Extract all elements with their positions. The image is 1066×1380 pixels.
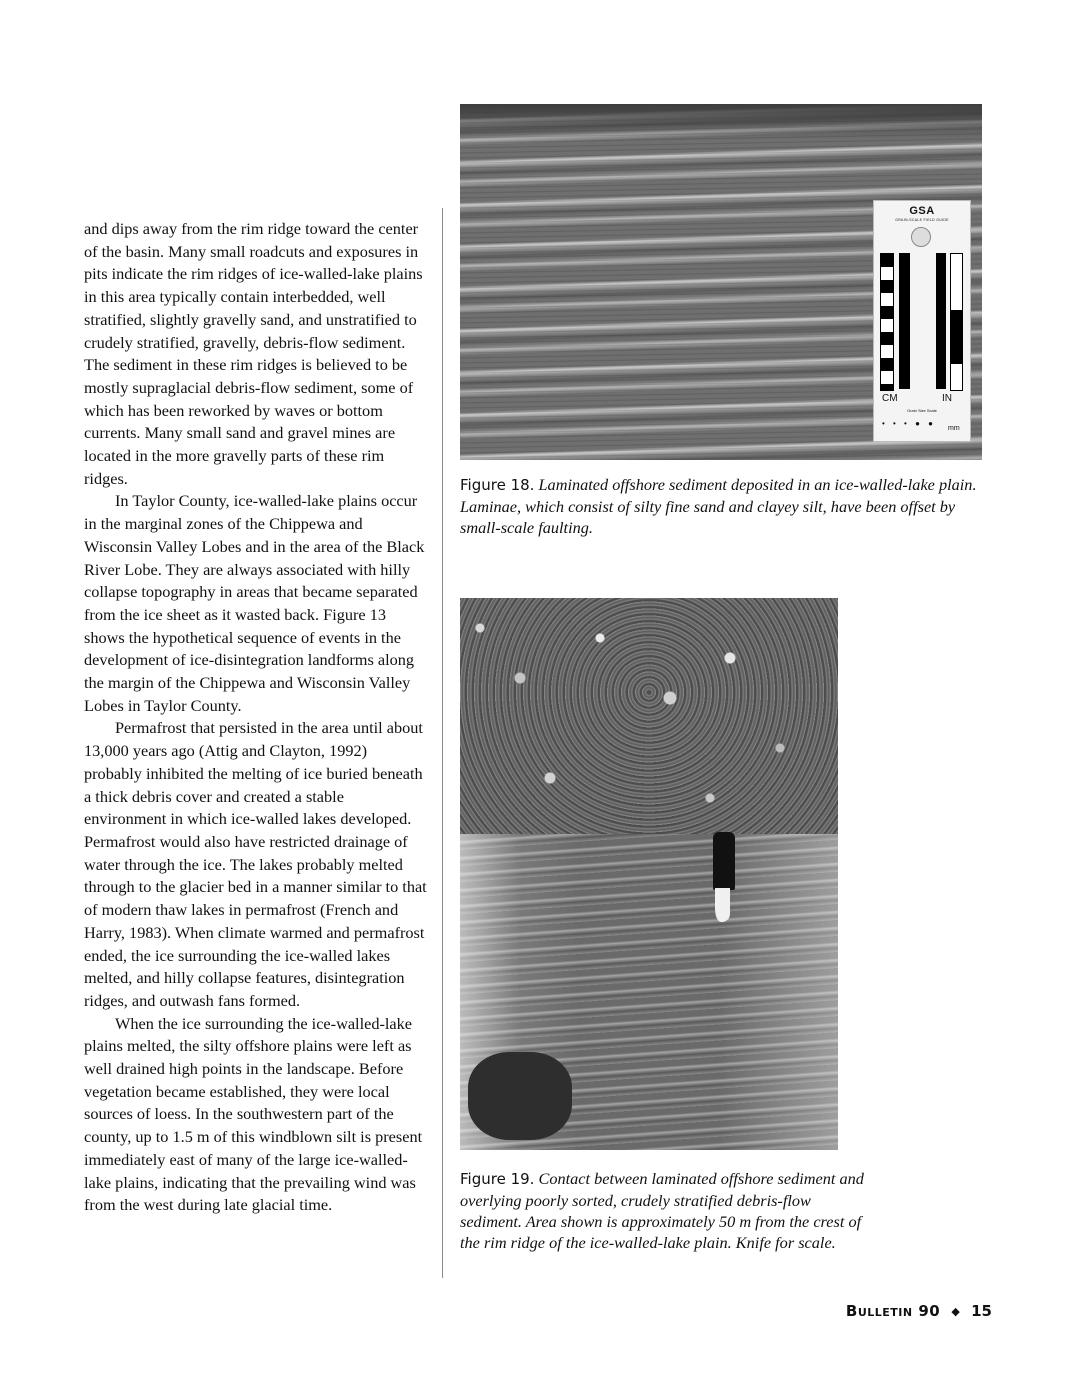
gsa-scale-card: [873, 200, 971, 442]
figure-label: Figure 19.: [460, 1170, 535, 1188]
in-scale-bar: [950, 253, 963, 391]
cm-label: CM: [882, 393, 898, 404]
caption-text: Contact between laminated offshore sediment and overlying poorly sorted, crudely stratified debris-flow sediment. Area shown is approximately 50 m from the crest of the rim ridge of the ice-walled-lake plain. Knife for scale.: [460, 1169, 864, 1252]
knife-icon: [713, 832, 735, 890]
publication-name: Bulletin 90: [845, 1302, 941, 1320]
scale-card-subtitle: GRAIN-SCALE FIELD GUIDE: [895, 218, 949, 222]
diamond-icon: ◆: [951, 1305, 960, 1318]
grain-scale-label: Grain Size Scale: [907, 408, 937, 413]
caption-text: Laminated offshore sediment deposited in an ice-walled-lake plain. Laminae, which consist of silty fine sand and clayey silt, have been offset by small-scale faulting.: [460, 475, 977, 537]
paragraph: When the ice surrounding the ice-walled-lake plains melted, the silty offshore plains were left as well drained high points in the landscape. Before vegetation became established, they were local sources of loess. In the southwestern part of the county, up to 1.5 m of this windblown silt is present immediately east of many of the large ice-walled-lake plains, indicating that the prevailing wind was from the west during late glacial time.: [84, 1013, 423, 1215]
figure-19-photo: [460, 598, 838, 1150]
figure-19-caption: [460, 1168, 870, 1253]
photo-shadow: [460, 104, 982, 140]
body-text-column: [84, 218, 428, 1217]
knife-blade-icon: [715, 888, 730, 922]
in-label: IN: [942, 393, 952, 404]
cm-scale-bar: [880, 253, 894, 391]
paragraph: In Taylor County, ice-walled-lake plains occur in the marginal zones of the Chippewa and Wisconsin Valley Lobes and in the area of the Black River Lobe. They are always associated with hilly collapse topography in areas that became separated from the ice sheet as it wasted back. Figure 13 shows the hypothetical sequence of events in the development of ice-disintegration landforms along the margin of the Chippewa and Wisconsin Valley Lobes in Taylor County.: [84, 491, 425, 715]
paragraph: Permafrost that persisted in the area until about 13,000 years ago (Attig and Clayton, 1992) probably inhibited the melting of ice buried beneath a thick debris cover and created a stable environment in which ice-walled lakes developed. Permafrost would also have restricted drainage of water through the ice. The lakes probably melted through to the glacier bed in a manner similar to that of modern thaw lakes in permafrost (French and Harry, 1983). When climate warmed and permafrost ended, the ice surrounding the ice-walled lakes melted, and hilly collapse features, disintegration ridges, and outwash fans formed.: [84, 718, 427, 1010]
figure-18-photo: [460, 104, 982, 460]
figure-18-caption: [460, 474, 982, 538]
in-scale-bar-solid: [936, 253, 946, 389]
paragraph: and dips away from the rim ridge toward the center of the basin. Many small roadcuts and exposures in pits indicate the rim ridges of ice-walled-lake plains in this area typically contain interbedded, well stratified, slightly gravelly sand, and unstratified to crudely stratified, gravelly, debris-flow sediment. The sediment in these rim ridges is believed to be mostly supraglacial debris-flow sediment, some of which has been reworked by waves or bottom currents. Many small sand and gravel mines are located in the more gravelly parts of these rim ridges.: [84, 219, 423, 488]
grain-dots-icon: • • • ● ●: [882, 419, 936, 428]
figure-label: Figure 18.: [460, 476, 535, 494]
debris-flow-layer: [460, 598, 838, 834]
page-footer: [846, 1302, 992, 1320]
scale-card-title: GSA: [909, 205, 935, 217]
page-number: 15: [971, 1302, 992, 1320]
seal-icon: [911, 227, 931, 247]
column-divider: [442, 208, 443, 1278]
mm-label: mm: [948, 425, 960, 432]
cm-scale-bar-solid: [899, 253, 910, 389]
shadow-hole: [468, 1052, 572, 1140]
